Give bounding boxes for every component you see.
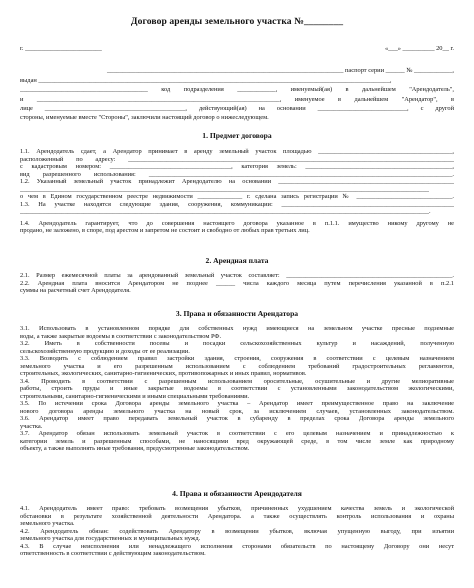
clause-line: земельного участка и его разрешенным использованием с соблюдением требований градостроительных регламентов, bbox=[20, 362, 454, 370]
clause-line: 3.6. Арендатор имеет право передавать земельный участок в субаренду в пределах срока Договора аренды земельного bbox=[20, 415, 454, 422]
section-2-body bbox=[20, 272, 454, 295]
clause-line: 4.3. В случае неисполнения или ненадлежащего исполнения сторонами обязательств по настоящему Договору они несут bbox=[20, 542, 454, 550]
clause-line: сельскохозяйственную продукцию и доходы от ее реализации. bbox=[20, 347, 190, 355]
clause-line: 3.2. Иметь в собственности посевы и посадки сельскохозяйственных культур и насаждений, полученную bbox=[20, 340, 454, 347]
parties-line: стороны, именуемые вместе "Стороны", заключили настоящий договор о нижеследующем. bbox=[20, 114, 269, 121]
clause-line: 3.3. Возводить с соблюдением правил застройки здания, строения, сооружения в соответствии с целевым назначением bbox=[20, 355, 454, 362]
clause-line: 1.1. Арендодатель сдает, а Арендатор принимает в аренду земельный участок площадью __________________________________________, bbox=[20, 148, 454, 155]
section-3-heading: 3. Права и обязанности Арендатора bbox=[175, 309, 299, 318]
clause-line: 3.7. Арендатор обязан использовать земельный участок в соответствии с его целевым назначением и принадлежностью к bbox=[20, 430, 454, 437]
issued-line: выдан ______________________________________________________________________________________________________________, bbox=[20, 77, 392, 84]
clause-line: 1.3. На участке находятся следующие здания, сооружения, коммуникации: ______________________________________________________ bbox=[20, 200, 454, 208]
date-line: «___» __________ 20__ г. bbox=[384, 45, 454, 52]
clause-line: земельного участка для государственных и муниципальных нужд. bbox=[20, 535, 201, 542]
section-4-body bbox=[20, 505, 454, 558]
clause-line: ________________________________________________________________________________________________________________________________. bbox=[20, 208, 431, 215]
clause-line: ________________________________________________________________________________________________________________________________ bbox=[20, 185, 429, 193]
clause-line: 1.2. Указанный земельный участок принадлежит Арендодателю на основании _______________________________________________________ bbox=[20, 178, 454, 185]
document-title: Договор аренды земельного участка №________ bbox=[130, 16, 344, 27]
section-4-heading: 4. Права и обязанности Арендодателя bbox=[172, 489, 302, 498]
clause-line: земельного участка. bbox=[20, 520, 75, 527]
clause-line: объекту, а также выполнять иные требования, предусмотренные законодательством. bbox=[20, 445, 250, 452]
clause-line: 4.2. Арендодатель обязан: содействовать Арендатору в возмещении убытков, включая упущенную выгоду, при изъятии bbox=[20, 527, 454, 535]
section-1-heading: 1. Предмет договора bbox=[202, 131, 272, 140]
clause-line: вид разрешенного использования: _______________________________________________________________________________________________. bbox=[20, 170, 454, 178]
landlord-line: ________________________________________ код подразделения ____________, именуемый(ая) в дальнейшем "Арендодатель", bbox=[20, 86, 454, 93]
city-line: г. ________________________ bbox=[20, 45, 102, 52]
clause-line: строительными, санитарно-гигиеническими и иными специальными требованиями. bbox=[20, 392, 250, 400]
clause-line: 1.4. Арендодатель гарантирует, что до совершения настоящего договора указанное в п.1.1. имущество никому другому не bbox=[20, 219, 454, 227]
clause-line: 2.2. Арендная плата вносится Арендатором не позднее ______ числа каждого месяца путем перечисления указанной в п.2.1 bbox=[20, 279, 454, 287]
clause-line: 4.1. Арендодатель имеет право: требовать возмещения убытков, причиненных ухудшением качества земель и экологической bbox=[20, 505, 454, 512]
section-1-body bbox=[20, 148, 454, 235]
clause-line: с кадастровым номером: ______________________________________, категория земель: ______________________________________________, bbox=[20, 163, 454, 170]
clause-line: продано, не заложено, в споре, под арестом и запретом не состоит и свободно от любых прав третьих лиц. bbox=[20, 227, 310, 234]
section-3-body bbox=[20, 325, 454, 453]
clause-line: работы, строить пруды и иные закрытые водоемы в соответствии с установленными законодательством экологическими, bbox=[20, 385, 454, 392]
clause-line: расположенный по адресу: ______________________________________________________________________________________________________ bbox=[20, 155, 454, 163]
passport-line: __________________________________________________________________________ паспорт серии ______ № ____________, bbox=[106, 67, 454, 74]
clause-line: о чем в Едином государственном реестре недвижимости ______________ г. сделана запись регистрации № ______________________________. bbox=[20, 193, 454, 200]
tenant-line: и ____________________________________________________________________________, именуемое в дальнейшем "Арендатор", в bbox=[20, 96, 454, 103]
clause-line: строительных, экологических, санитарно-гигиенических, противопожарных и иных правил, нормативов. bbox=[20, 370, 307, 377]
clause-line: 3.5. По истечении срока Договора аренды земельного участка – Арендатор имеет преимущественное право на заключение bbox=[20, 400, 454, 407]
clause-line: нового договора аренды земельного участка на новый срок, за исключением случаев, установленных законодательством. bbox=[20, 407, 454, 415]
clause-line: 2.1. Размер ежемесячной платы за арендованный земельный участок составляет: ____________________________________________________. bbox=[20, 272, 454, 279]
clause-line: ответственность в соответствии с действующим законодательством. bbox=[20, 550, 206, 557]
clause-line: 3.4. Проводить в соответствии с разрешенным использованием оросительные, осушительные и другие мелиоративные bbox=[20, 377, 454, 385]
section-2-heading: 2. Арендная плата bbox=[205, 256, 269, 265]
representative-line: лице ____________________________________________, действующий(ая) на основании ____________________________, с другой bbox=[20, 105, 454, 112]
clause-line: суммы на расчетный счет Арендодателя. bbox=[20, 287, 131, 294]
clause-line: 3.1. Использовать в установленном порядке для собственных нужд имеющиеся на земельном участке пресные подземные bbox=[20, 325, 454, 332]
clause-line: воды, а также закрытые водоемы в соответствии с законодательством РФ. bbox=[20, 332, 222, 340]
clause-line: обстановки в результате хозяйственной деятельности Арендатора. а также осуществлять контроль использования и охраны bbox=[20, 512, 454, 520]
clause-line: категории земель и разрешенным способами, не наносящими вред окружающей среде, в том числе земле как природному bbox=[20, 437, 454, 445]
clause-line: участка. bbox=[20, 422, 43, 430]
